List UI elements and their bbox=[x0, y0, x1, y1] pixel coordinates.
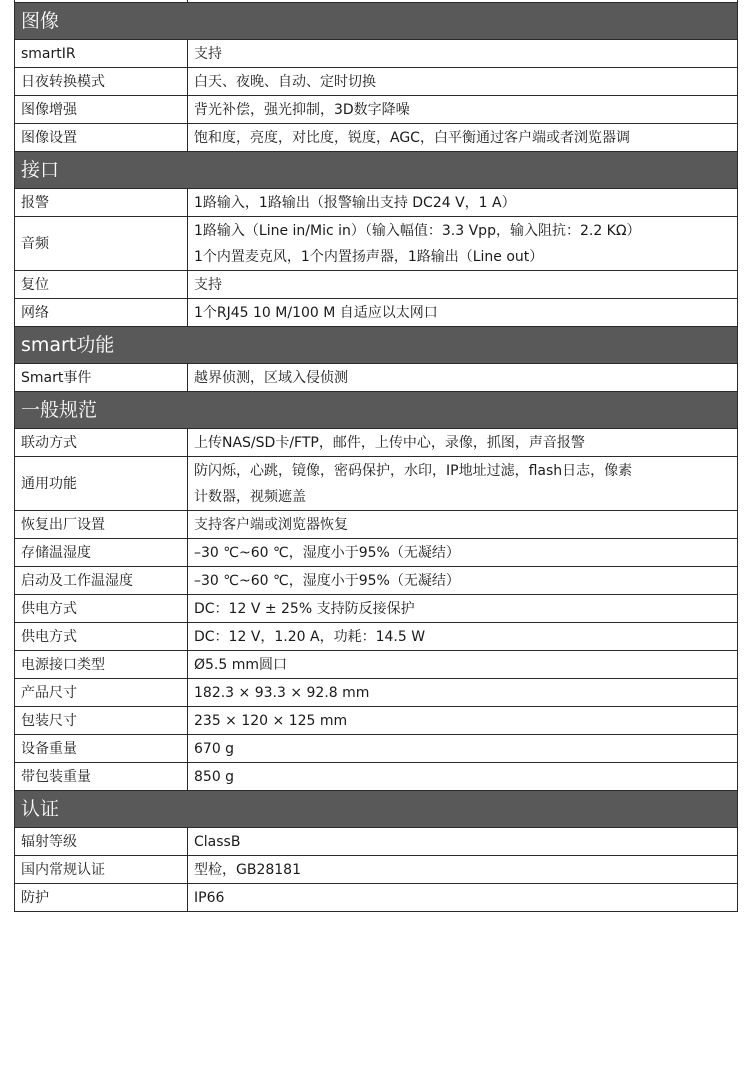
spec-row bbox=[15, 679, 738, 707]
spec-row bbox=[15, 511, 738, 539]
spec-label: 电源接口类型 bbox=[15, 651, 188, 679]
spec-value: 上传NAS/SD卡/FTP，邮件，上传中心，录像，抓图，声音报警 bbox=[188, 429, 738, 457]
spec-row bbox=[15, 457, 738, 511]
spec-value: 670 g bbox=[188, 735, 738, 763]
spec-value: 235 × 120 × 125 mm bbox=[188, 707, 738, 735]
spec-value bbox=[188, 217, 738, 271]
spec-label: 复位 bbox=[15, 271, 188, 299]
spec-table-body bbox=[15, 0, 738, 912]
spec-value: 1个RJ45 10 M/100 M 自适应以太网口 bbox=[188, 299, 738, 327]
spec-row bbox=[15, 429, 738, 457]
spec-value: 850 g bbox=[188, 763, 738, 791]
spec-row bbox=[15, 763, 738, 791]
spec-value: –30 ℃~60 ℃，湿度小于95%（无凝结） bbox=[188, 567, 738, 595]
spec-row bbox=[15, 189, 738, 217]
spec-label: 设备重量 bbox=[15, 735, 188, 763]
spec-value: 支持客户端或浏览器恢复 bbox=[188, 511, 738, 539]
spec-row bbox=[15, 884, 738, 912]
section-title: smart功能 bbox=[15, 327, 738, 364]
spec-label: 恢复出厂设置 bbox=[15, 511, 188, 539]
spec-value: DC：12 V ± 25% 支持防反接保护 bbox=[188, 595, 738, 623]
spec-value-line: 1路输入（Line in/Mic in）（输入幅值：3.3 Vpp，输入阻抗：2.2 KΩ） bbox=[194, 222, 641, 239]
spec-value: Ø5.5 mm圆口 bbox=[188, 651, 738, 679]
spec-label: 辐射等级 bbox=[15, 828, 188, 856]
spec-label: 存储温湿度 bbox=[15, 539, 188, 567]
spec-value: 越界侦测，区域入侵侦测 bbox=[188, 364, 738, 392]
section-title: 图像 bbox=[15, 3, 738, 40]
spec-value: 背光补偿，强光抑制，3D数字降噪 bbox=[188, 96, 738, 124]
spec-label: 日夜转换模式 bbox=[15, 68, 188, 96]
spec-table bbox=[14, 0, 738, 912]
spec-label: 供电方式 bbox=[15, 595, 188, 623]
section-title: 认证 bbox=[15, 791, 738, 828]
spec-label: 图像设置 bbox=[15, 124, 188, 152]
spec-row bbox=[15, 68, 738, 96]
spec-label: 包装尺寸 bbox=[15, 707, 188, 735]
spec-value: ClassB bbox=[188, 828, 738, 856]
spec-label: 启动及工作温湿度 bbox=[15, 567, 188, 595]
spec-label: smartIR bbox=[15, 40, 188, 68]
spec-label: 音频 bbox=[15, 217, 188, 271]
spec-row bbox=[15, 124, 738, 152]
spec-value-line: 1个内置麦克风，1个内置扬声器，1路输出（Line out） bbox=[194, 248, 544, 265]
spec-row bbox=[15, 364, 738, 392]
spec-value: 型检，GB28181 bbox=[188, 856, 738, 884]
spec-value: 支持 bbox=[188, 40, 738, 68]
section-header bbox=[15, 392, 738, 429]
spec-row bbox=[15, 96, 738, 124]
spec-row bbox=[15, 651, 738, 679]
spec-row bbox=[15, 856, 738, 884]
section-header bbox=[15, 327, 738, 364]
spec-value bbox=[188, 457, 738, 511]
spec-label: 网络 bbox=[15, 299, 188, 327]
spec-label: 供电方式 bbox=[15, 623, 188, 651]
spec-label: 联动方式 bbox=[15, 429, 188, 457]
spec-row bbox=[15, 623, 738, 651]
spec-row bbox=[15, 271, 738, 299]
spec-row bbox=[15, 735, 738, 763]
spec-row bbox=[15, 567, 738, 595]
spec-label: 图像增强 bbox=[15, 96, 188, 124]
spec-value: 饱和度，亮度，对比度，锐度，AGC，白平衡通过客户端或者浏览器调 bbox=[188, 124, 738, 152]
spec-value: –30 ℃~60 ℃，湿度小于95%（无凝结） bbox=[188, 539, 738, 567]
spec-value-line: 计数器，视频遮盖 bbox=[194, 488, 306, 505]
spec-value: 白天、夜晚、自动、定时切换 bbox=[188, 68, 738, 96]
spec-label: 带包装重量 bbox=[15, 763, 188, 791]
spec-row bbox=[15, 707, 738, 735]
spec-row bbox=[15, 828, 738, 856]
section-header bbox=[15, 152, 738, 189]
section-title: 接口 bbox=[15, 152, 738, 189]
spec-value: 182.3 × 93.3 × 92.8 mm bbox=[188, 679, 738, 707]
spec-value: DC：12 V，1.20 A，功耗：14.5 W bbox=[188, 623, 738, 651]
spec-value: IP66 bbox=[188, 884, 738, 912]
spec-value-line: 防闪烁，心跳，镜像，密码保护，水印，IP地址过滤，flash日志，像素 bbox=[194, 462, 633, 479]
spec-sheet bbox=[14, 0, 737, 912]
section-title: 一般规范 bbox=[15, 392, 738, 429]
spec-label: 国内常规认证 bbox=[15, 856, 188, 884]
spec-row bbox=[15, 217, 738, 271]
spec-row bbox=[15, 40, 738, 68]
spec-label: 报警 bbox=[15, 189, 188, 217]
spec-value: 1路输入，1路输出（报警输出支持 DC24 V，1 A） bbox=[188, 189, 738, 217]
spec-value: 支持 bbox=[188, 271, 738, 299]
spec-label: 通用功能 bbox=[15, 457, 188, 511]
spec-row bbox=[15, 299, 738, 327]
spec-label: Smart事件 bbox=[15, 364, 188, 392]
spec-row bbox=[15, 595, 738, 623]
spec-label: 产品尺寸 bbox=[15, 679, 188, 707]
section-header bbox=[15, 3, 738, 40]
spec-label: 防护 bbox=[15, 884, 188, 912]
spec-row bbox=[15, 539, 738, 567]
section-header bbox=[15, 791, 738, 828]
